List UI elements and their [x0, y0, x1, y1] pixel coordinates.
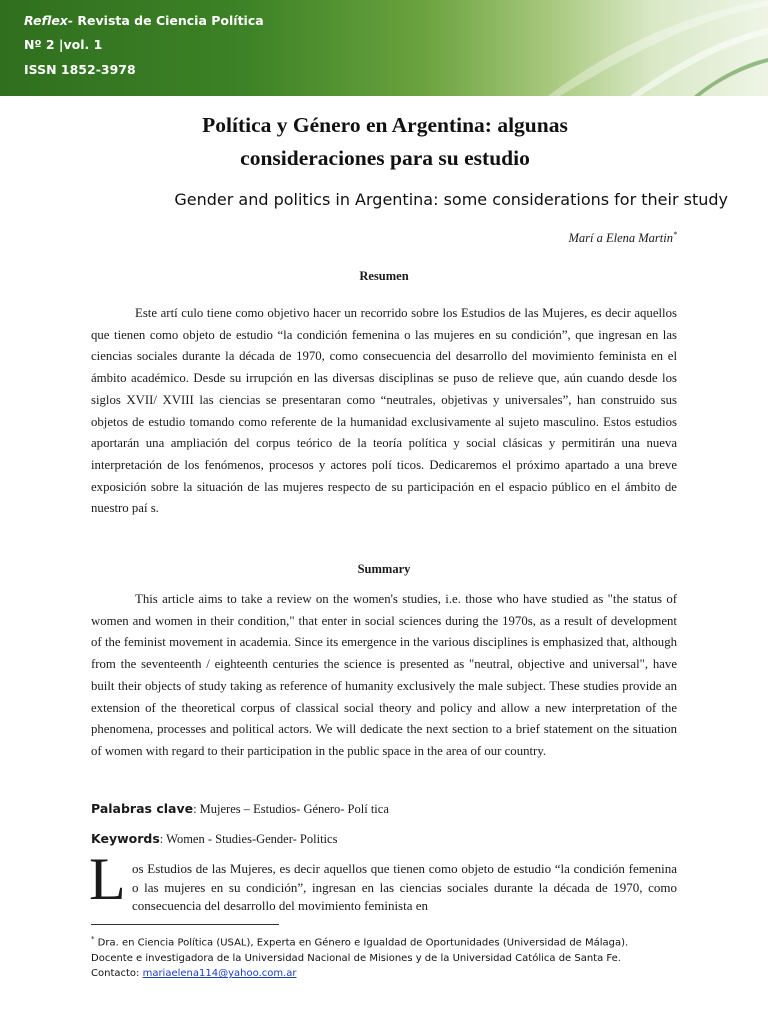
journal-name: Reflex- — [24, 13, 74, 28]
resumen-paragraph: Este artí culo tiene como objetivo hacer un recorrido sobre los Estudios de las Mujeres, es decir aquellos que tienen como objeto de estudio “la condición femenina o las mujeres en su condición”, que ingresan en las ciencias sociales durante la década de 1970, como consecuencia del desarrollo del movimiento feminista en el ámbito académico. Desde su irrupción en las diversas disciplinas se puso de relieve que, aún cuando desde los siglos XVII/ XVIII las ciencias se presentaran como “neutrales, objetivas y universales”, han construido sus objetos de estudio tomando como referente de la humanidad exclusivamente al sujeto masculino. Estos estudios aportarán una ampliación del corpus teórico de la teoría política y social clásicas y permitirán una nueva interpretación de los fenómenos, procesos y actores polí ticos. Dedicaremos el próximo apartado a una breve exposición sobre la situación de las mujeres respecto de su participación en el espacio público en el ámbito de nuestro paí s. — [91, 306, 677, 516]
keywords-english-values: : Women - Studies-Gender- Politics — [159, 832, 338, 846]
author-name: Marí a Elena Martin — [568, 231, 673, 246]
intro-drop-cap: L — [89, 846, 126, 912]
keywords-spanish — [91, 801, 389, 817]
author-email-link[interactable]: mariaelena114@yahoo.com.ar — [142, 968, 297, 980]
keywords-english-label: Keywords — [91, 831, 160, 846]
article-title — [60, 109, 710, 175]
footnote-line-1: Dra. en Ciencia Política (USAL), Experta en Género e Igualdad de Oportunidades (Universidad de Málaga). — [94, 937, 629, 949]
article-author — [568, 230, 677, 246]
author-footnote — [91, 932, 691, 982]
intro-paragraph: os Estudios de las Mujeres, es decir aquellos que tienen como objeto de estudio “la condición femenina o las mujeres en su condición”, ingresan en las ciencias sociales durante la década de 1970, como consecuencia del desarrollo del movimiento feminista en — [132, 861, 677, 914]
footnote-separator — [91, 924, 279, 925]
author-footnote-mark: * — [673, 230, 677, 239]
journal-subtitle: Revista de Ciencia Política — [77, 13, 264, 28]
journal-title — [24, 13, 264, 28]
summary-heading: Summary — [357, 562, 411, 576]
resumen-heading: Resumen — [359, 269, 409, 283]
summary-paragraph: This article aims to take a review on the women's studies, i.e. those who have studied as "the status of women and women in their condition," that enter in social sciences during the 1970s, as a result of development of the feminist movement in academia. Since its emergence in the various disciplines is emphasized that, although from the seventeenth / eighteenth centuries the science is presented as "neutral, objective and universal", have built their objects of study taking as reference of humanity exclusively the male subject. These studies provide an extension of the theoretical corpus of classical social theory and policy and allow a new interpretation of the phenomena, processes and political actors. We will dedicate the next section to a brief statement on the situation of women with regard to their participation in the public space in the area of our country. — [91, 592, 677, 758]
journal-issue: Nº 2 |vol. 1 — [24, 37, 103, 52]
article-title-line-2: consideraciones para su estudio — [240, 146, 530, 170]
keywords-spanish-values: : Mujeres – Estudios- Género- Polí tica — [193, 802, 389, 816]
footnote-mark: * — [91, 935, 95, 943]
article-title-line-1: Política y Género en Argentina: algunas — [202, 113, 568, 137]
keywords-spanish-label: Palabras clave — [91, 801, 194, 816]
footnote-line-2: Docente e investigadora de la Universidad Nacional de Misiones y de la Universidad Católica de Santa Fe. — [91, 952, 621, 964]
article-english-title: Gender and politics in Argentina: some considerations for their study — [174, 190, 728, 209]
keywords-english — [91, 831, 337, 847]
footnote-contact-label: Contacto: — [91, 968, 143, 980]
journal-header-band — [0, 0, 768, 96]
journal-issn: ISSN 1852-3978 — [24, 62, 136, 77]
